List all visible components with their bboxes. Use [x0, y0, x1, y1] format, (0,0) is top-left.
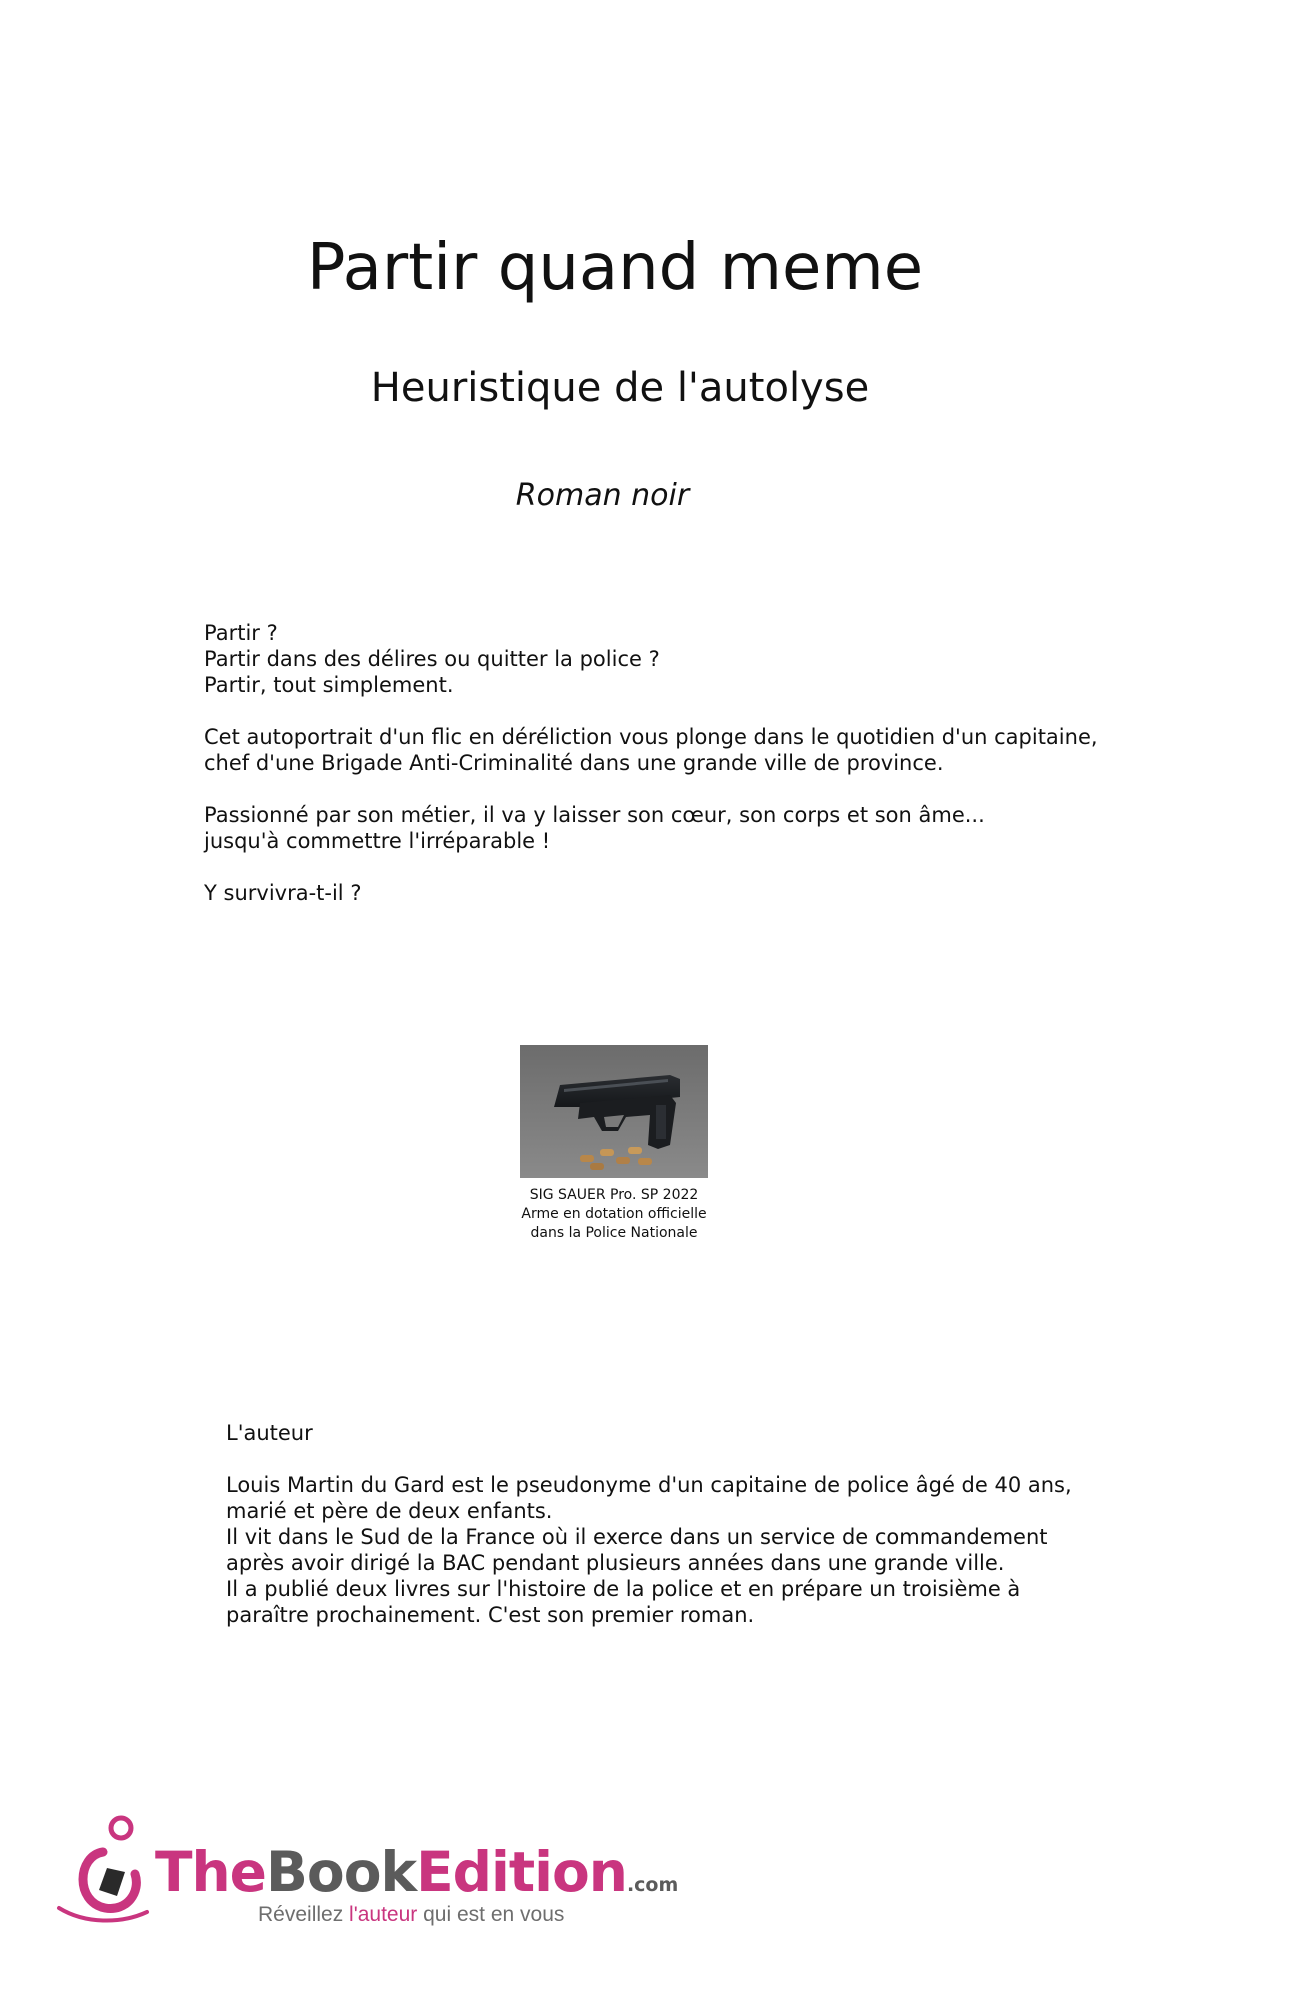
blurb-line: Y survivra-t-il ?: [204, 881, 362, 905]
logo-the: The: [155, 1840, 266, 1904]
photo-caption: [500, 1186, 728, 1243]
publisher-logo-mark: [55, 1812, 155, 1932]
caption-line: dans la Police Nationale: [530, 1225, 698, 1241]
blurb-line: chef d'une Brigade Anti-Criminalité dans une grande ville de province.: [204, 751, 944, 775]
author-line: paraître prochainement. C'est son premier roman.: [226, 1603, 755, 1627]
author-heading: L'auteur: [226, 1421, 313, 1445]
logo-com: .com: [626, 1874, 679, 1896]
blurb-paragraph: [204, 802, 1104, 854]
book-genre: Roman noir: [515, 478, 690, 513]
pistol-illustration: [520, 1045, 708, 1178]
tagline-pre: Réveillez: [258, 1903, 350, 1926]
pistol-photo: [520, 1045, 708, 1178]
tagline-post: qui est en vous: [417, 1903, 565, 1926]
blurb-line: Passionné par son métier, il va y laisser son cœur, son corps et son âme...: [204, 803, 985, 827]
author-line: Il vit dans le Sud de la France où il exerce dans un service de commandement: [226, 1525, 1048, 1549]
blurb-line: Partir dans des délires ou quitter la police ?: [204, 647, 660, 671]
blurb-line: jusqu'à commettre l'irréparable !: [204, 829, 551, 853]
blurb-paragraph: [204, 620, 1104, 698]
caption-line: Arme en dotation officielle: [521, 1206, 707, 1222]
blurb-line: Partir ?: [204, 621, 278, 645]
logo-book: Book: [265, 1840, 417, 1904]
author-line: après avoir dirigé la BAC pendant plusieurs années dans une grande ville.: [226, 1551, 1005, 1575]
book-subtitle: Heuristique de l'autolyse: [370, 365, 870, 411]
author-line: marié et père de deux enfants.: [226, 1499, 553, 1523]
back-cover-blurb: [204, 620, 1104, 932]
blurb-paragraph: [204, 724, 1104, 776]
blurb-paragraph: [204, 880, 1104, 906]
author-line: Il a publié deux livres sur l'histoire de la police et en prépare un troisième à: [226, 1577, 1021, 1601]
book-title: Partir quand meme: [306, 231, 924, 305]
blurb-line: Cet autoportrait d'un flic en déréliction vous plonge dans le quotidien d'un capitaine,: [204, 725, 1098, 749]
author-section: [226, 1420, 1126, 1628]
caption-line: SIG SAUER Pro. SP 2022: [529, 1187, 699, 1203]
blurb-line: Partir, tout simplement.: [204, 673, 454, 697]
logo-edition: Edition: [416, 1840, 627, 1904]
tagline-highlight: l'auteur: [349, 1903, 418, 1926]
reader-figure-icon: [55, 1812, 155, 1932]
publisher-tagline: [258, 1902, 564, 1928]
author-line: Louis Martin du Gard est le pseudonyme d'un capitaine de police âgé de 40 ans,: [226, 1473, 1072, 1497]
